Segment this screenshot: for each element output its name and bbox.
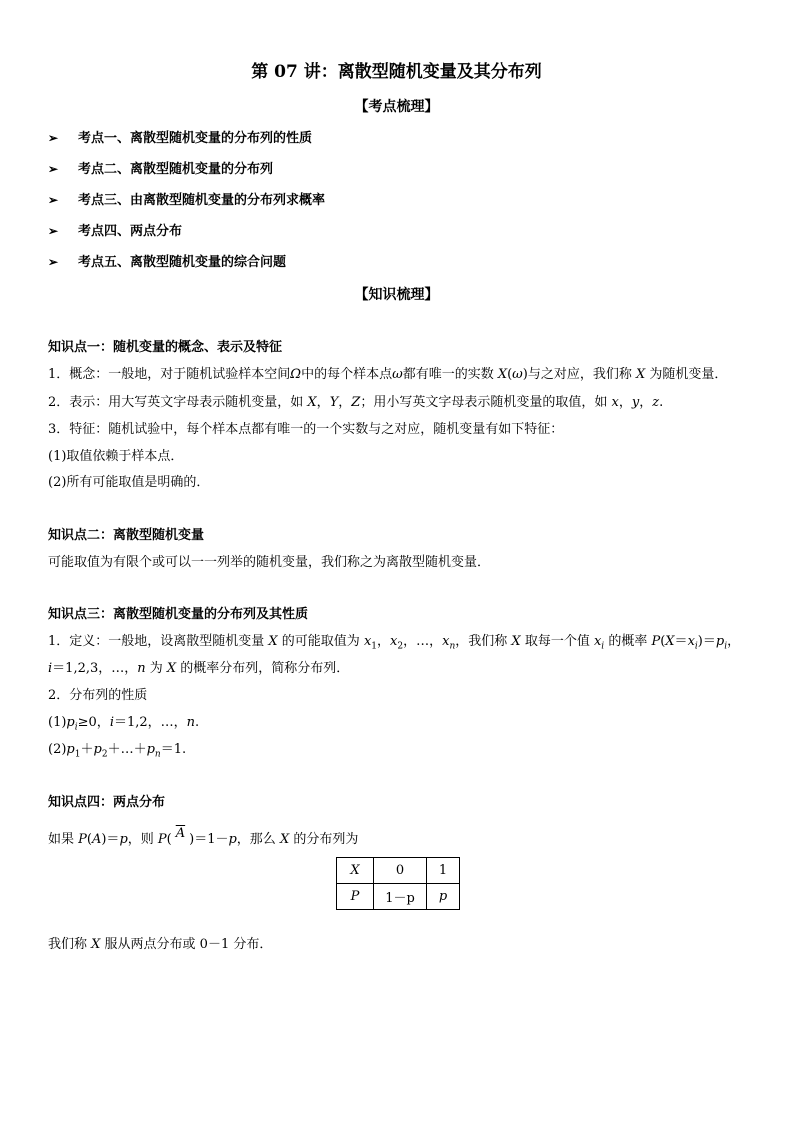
- kp3-property-1: $(1)p_i\ge 0$，i＝1,2，…，n.: [48, 715, 200, 733]
- table-cell: P: [337, 884, 374, 910]
- kp3-definition-line-1: 1．定义：一般地，设离散型随机变量 X 的可能取值为 $x_1$，$x_2$，…，$x_n$，我们称 X 取每一个值 $x_i$ 的概率 $P(X=x_i)=p_i$，: [48, 634, 741, 652]
- exam-point-item: ➢ 考点二、离散型随机变量的分布列: [48, 162, 274, 177]
- knowledge-point-3-heading: 知识点三：离散型随机变量的分布列及其性质: [48, 607, 309, 622]
- kp2-definition: 可能取值为有限个或可以一一列举的随机变量，我们称之为离散型随机变量．: [48, 555, 491, 570]
- complement-a: $\overline{A}$: [175, 826, 186, 841]
- exam-point-item: ➢ 考点一、离散型随机变量的分布列的性质: [48, 131, 313, 146]
- table-row: [337, 858, 460, 884]
- arrow-bullet-icon: ➢: [48, 162, 59, 176]
- knowledge-point-4-heading: 知识点四：两点分布: [48, 795, 166, 810]
- kp4-conclusion: 我们称 X 服从两点分布或 0－1 分布．: [48, 937, 273, 952]
- table-cell: p: [427, 884, 460, 910]
- exam-point-item: ➢ 考点三、由离散型随机变量的分布列求概率: [48, 193, 326, 208]
- two-point-distribution-table: [336, 857, 460, 910]
- page-title: 第 07 讲：离散型随机变量及其分布列: [251, 62, 542, 82]
- table-cell: X: [337, 858, 374, 884]
- exam-point-item: ➢ 考点四、两点分布: [48, 224, 183, 239]
- knowledge-point-1-heading: 知识点一：随机变量的概念、表示及特征: [48, 340, 283, 355]
- section-heading-exam-points: 【考点梳理】: [354, 99, 439, 115]
- table-cell: 1－p: [374, 884, 427, 910]
- kp3-property-2: $(2)p_1+p_2+\dots+p_n=1$.: [48, 742, 187, 760]
- arrow-bullet-icon: ➢: [48, 255, 59, 269]
- exam-point-item: ➢ 考点五、离散型随机变量的综合问题: [48, 255, 287, 270]
- table-row: [337, 884, 460, 910]
- knowledge-point-2-heading: 知识点二：离散型随机变量: [48, 528, 205, 543]
- table-cell: 1: [427, 858, 460, 884]
- kp3-properties-heading: 2．分布列的性质: [48, 688, 148, 703]
- arrow-bullet-icon: ➢: [48, 193, 59, 207]
- kp1-concept-line: 1．概念：一般地，对于随机试验样本空间Ω中的每个样本点ω都有唯一的实数 X(ω)与之对应，我们称 X 为随机变量．: [48, 367, 728, 382]
- arrow-bullet-icon: ➢: [48, 131, 59, 145]
- table-cell: 0: [374, 858, 427, 884]
- kp1-feature-1: (1)取值依赖于样本点．: [48, 449, 184, 464]
- kp4-definition-line: 如果 P(A)＝p，则 P( $\overline{A}$ )＝1－p，那么 X 的分布列为: [48, 826, 359, 847]
- kp1-notation-line: 2．表示：用大写英文字母表示随机变量，如 X，Y，Z；用小写英文字母表示随机变量的取值，如 x，y，z.: [48, 395, 664, 410]
- kp3-definition-line-2: i＝1,2,3，…，n 为 X 的概率分布列，简称分布列．: [48, 661, 350, 676]
- kp1-feature-2: (2)所有可能取值是明确的．: [48, 475, 210, 490]
- section-heading-knowledge: 【知识梳理】: [354, 287, 439, 303]
- arrow-bullet-icon: ➢: [48, 224, 59, 238]
- kp1-feature-line: 3．特征：随机试验中，每个样本点都有唯一的一个实数与之对应，随机变量有如下特征：: [48, 422, 564, 437]
